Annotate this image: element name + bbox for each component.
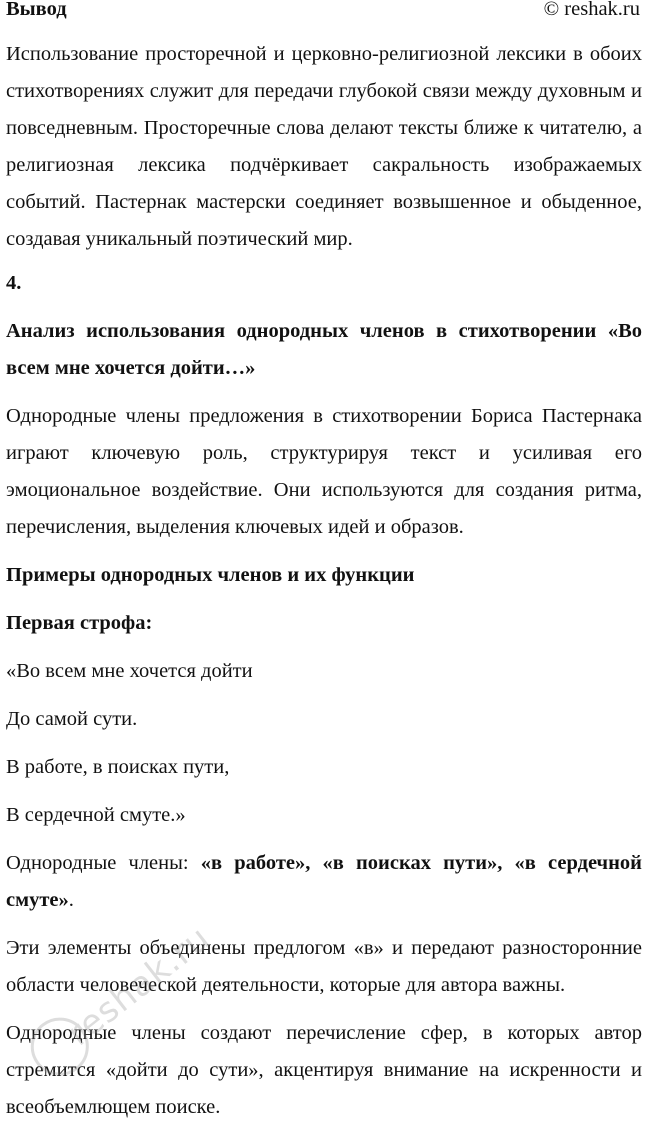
members-label: Однородные члены:: [6, 852, 201, 874]
page-header: [6, 0, 642, 27]
explanation-paragraph-2: Однородные члены создают перечисление сфер, в которых автор стремится «дойти до сути», акцентируя внимание на искренности и всеобъемлющем поиске.: [6, 1022, 642, 1118]
quote-line-1: «Во всем мне хочется дойти: [6, 660, 253, 682]
document-page: [6, 0, 642, 1126]
members-paragraph: [6, 845, 642, 919]
conclusion-paragraph: Использование просторечной и церковно-религиозной лексики в обоих стихотворениях служит для передачи глубокой связи между духовным и повседневным. Просторечные слова делают тексты ближе к читателю, а религиозная лексика подчёркивает сакральность изображаемых событий. Пастернак мастерски соединяет возвышенное и обыденное, создавая уникальный поэтический мир.: [6, 43, 642, 250]
intro-paragraph: Однородные члены предложения в стихотворении Бориса Пастернака играют ключевую роль, структурируя текст и усиливая его эмоциональное воздействие. Они используются для создания ритма, перечисления, выделения ключевых идей и образов.: [6, 405, 642, 538]
members-value: «в работе», «в поисках пути», «в сердечной смуте»: [6, 852, 642, 911]
quote-line-2: До самой сути.: [6, 708, 138, 730]
section-title: Вывод: [6, 0, 67, 20]
section-number: 4.: [6, 272, 22, 294]
quote-line-4: В сердечной смуте.»: [6, 804, 186, 826]
explanation-paragraph-1: Эти элементы объединены предлогом «в» и передают разносторонние области человеческой деятельности, которые для автора важны.: [6, 937, 642, 996]
examples-heading: Примеры однородных членов и их функции: [6, 564, 415, 586]
quote-line-3: В работе, в поисках пути,: [6, 756, 230, 778]
members-end: .: [68, 889, 74, 911]
site-brand: © reshak.ru: [543, 0, 640, 20]
section-heading: Анализ использования однородных членов в стихотворении «Во всем мне хочется дойти…»: [6, 320, 642, 379]
watermark-text: reshak.ru: [59, 918, 218, 1054]
stanza-heading: Первая строфа:: [6, 612, 153, 634]
